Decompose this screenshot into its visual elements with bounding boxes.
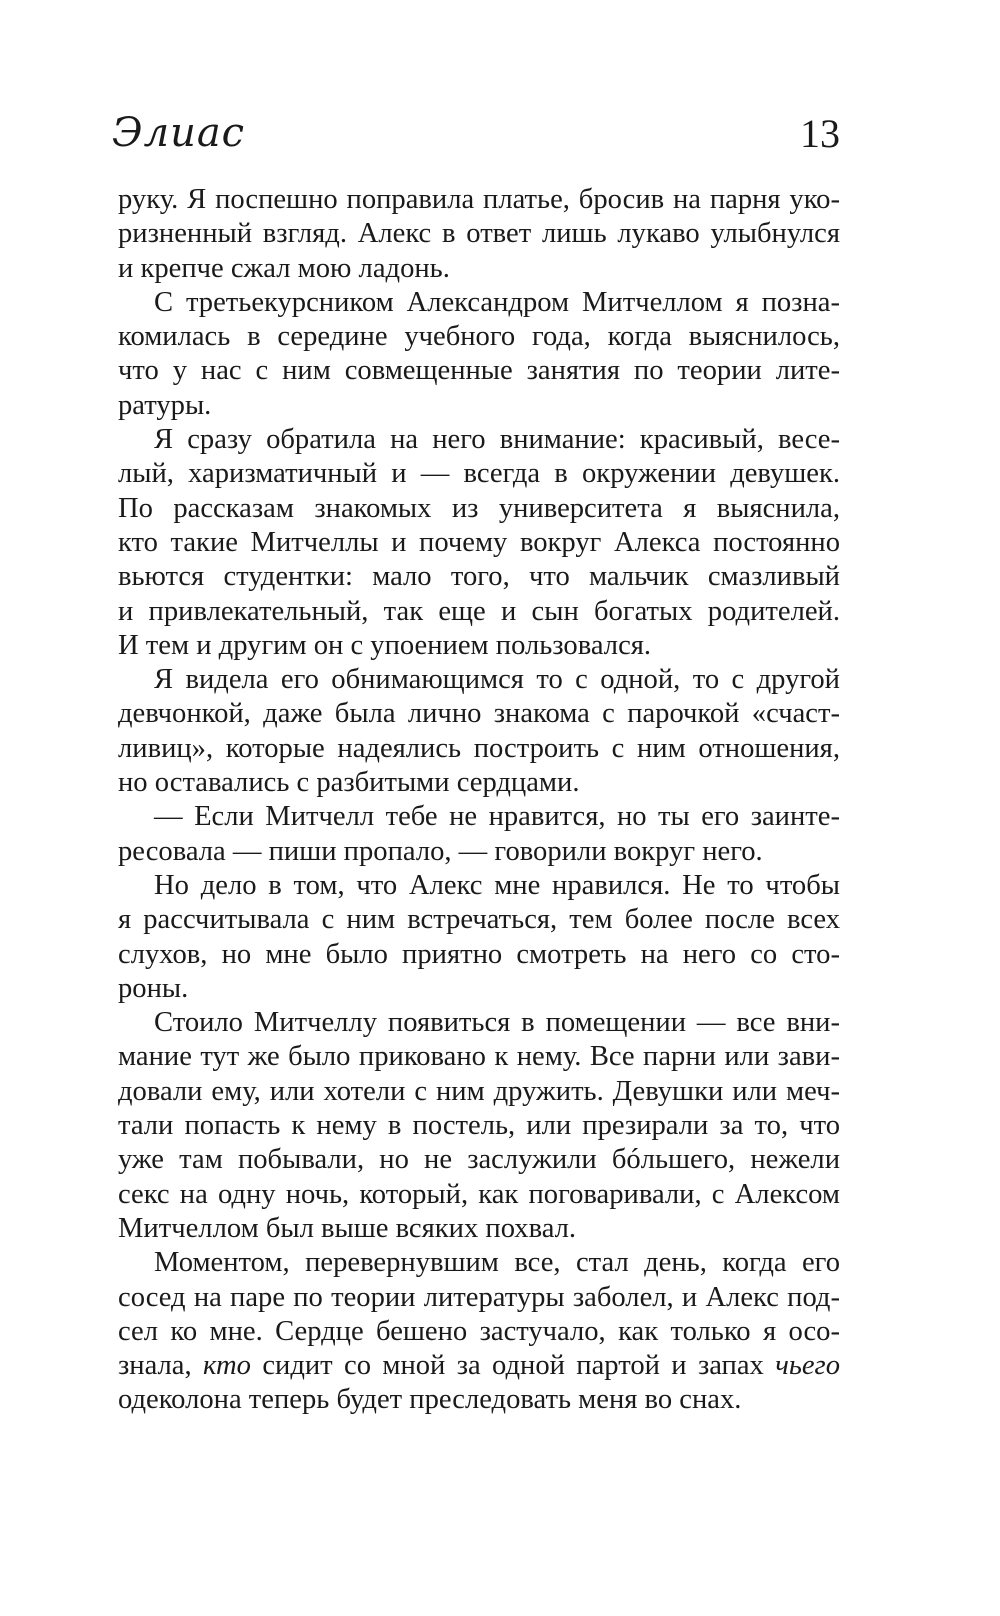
text-line: лый, харизматичный и — всегда в окружении девушек. — [118, 458, 840, 490]
text-line: но оставались с разбитыми сердцами. — [118, 767, 580, 799]
body-text — [118, 183, 840, 1418]
text-line: тали попасть к нему в постель, или презирали за то, что — [118, 1110, 840, 1142]
paragraph — [118, 1006, 840, 1246]
paragraph — [118, 423, 840, 663]
text-line: ливиц», которые надеялись построить с ним отношения, — [118, 732, 840, 764]
text-line: мание тут же было приковано к нему. Все парни или зави- — [118, 1041, 840, 1073]
paragraph — [118, 800, 840, 869]
running-head: Элиас — [112, 110, 246, 156]
text-line: С третьекурсником Александром Митчеллом я позна- — [154, 286, 840, 318]
text-segment: сидит со мной за одной партой и запах — [250, 1350, 776, 1382]
text-line: И тем и другим он с упоением пользовался. — [118, 629, 652, 661]
text-line: руку. Я поспешно поправила платье, бросив на парня уко- — [118, 184, 840, 215]
text-line: и привлекательный, так еще и сын богатых родителей. — [118, 595, 840, 627]
text-line: Стоило Митчеллу появиться в помещении — все вни- — [154, 1007, 840, 1039]
text-line: По рассказам знакомых из университета я выяснила, — [118, 492, 840, 524]
paragraph — [118, 1246, 840, 1417]
text-line: ратуры. — [118, 389, 212, 421]
paragraph — [118, 663, 840, 800]
text-line: одеколона теперь будет преследовать меня во снах. — [118, 1384, 742, 1416]
paragraph — [118, 286, 840, 423]
italic-emphasis: чьего — [775, 1350, 840, 1382]
text-line: ресовала — пиши пропало, — говорили вокруг него. — [118, 835, 763, 867]
paragraph — [118, 183, 840, 286]
text-line: секс на одну ночь, который, как поговаривали, с Алексом — [118, 1178, 840, 1210]
text-line: сел ко мне. Сердце бешено застучало, как только я осо- — [118, 1315, 840, 1347]
text-line: Митчеллом был выше всяких похвал. — [118, 1212, 577, 1244]
text-line: девчонкой, даже была лично знакома с парочкой «счаст- — [118, 698, 840, 730]
text-line: сосед на паре по теории литературы заболел, и Алекс под- — [118, 1281, 840, 1313]
text-line: Я видела его обнимающимся то с одной, то с другой — [154, 664, 840, 696]
text-line: вьются студентки: мало того, что мальчик смазливый — [118, 561, 840, 593]
text-line: роны. — [118, 972, 189, 1004]
text-line: кто такие Митчеллы и почему вокруг Алекса постоянно — [118, 526, 840, 558]
paragraph — [118, 869, 840, 1006]
text-line: Моментом, перевернувшим все, стал день, когда его — [154, 1247, 840, 1279]
text-line: Но дело в том, что Алекс мне нравился. Не то чтобы — [154, 869, 840, 901]
italic-emphasis: кто — [203, 1350, 251, 1382]
text-line: уже там побывали, но не заслужили бóльшего, нежели — [118, 1144, 840, 1176]
text-line: ризненный взгляд. Алекс в ответ лишь лукаво улыбнулся — [118, 218, 840, 250]
text-line: что у нас с ним совмещенные занятия по теории лите- — [118, 355, 840, 387]
text-line: слухов, но мне было приятно смотреть на него со сто- — [118, 938, 840, 970]
page-number: 13 — [800, 111, 840, 156]
text-segment: знала, — [118, 1350, 204, 1382]
text-line: и крепче сжал мою ладонь. — [118, 252, 450, 284]
text-line: — Если Митчелл тебе не нравится, но ты его заинте- — [154, 801, 840, 833]
text-line: комилась в середине учебного года, когда выяснилось, — [118, 321, 840, 353]
text-line: довали ему, или хотели с ним дружить. Девушки или меч- — [118, 1075, 840, 1107]
text-line — [118, 1349, 840, 1383]
text-line: я рассчитывала с ним встречаться, тем более после всех — [118, 904, 840, 936]
text-line: Я сразу обратила на него внимание: красивый, весе- — [154, 424, 840, 456]
